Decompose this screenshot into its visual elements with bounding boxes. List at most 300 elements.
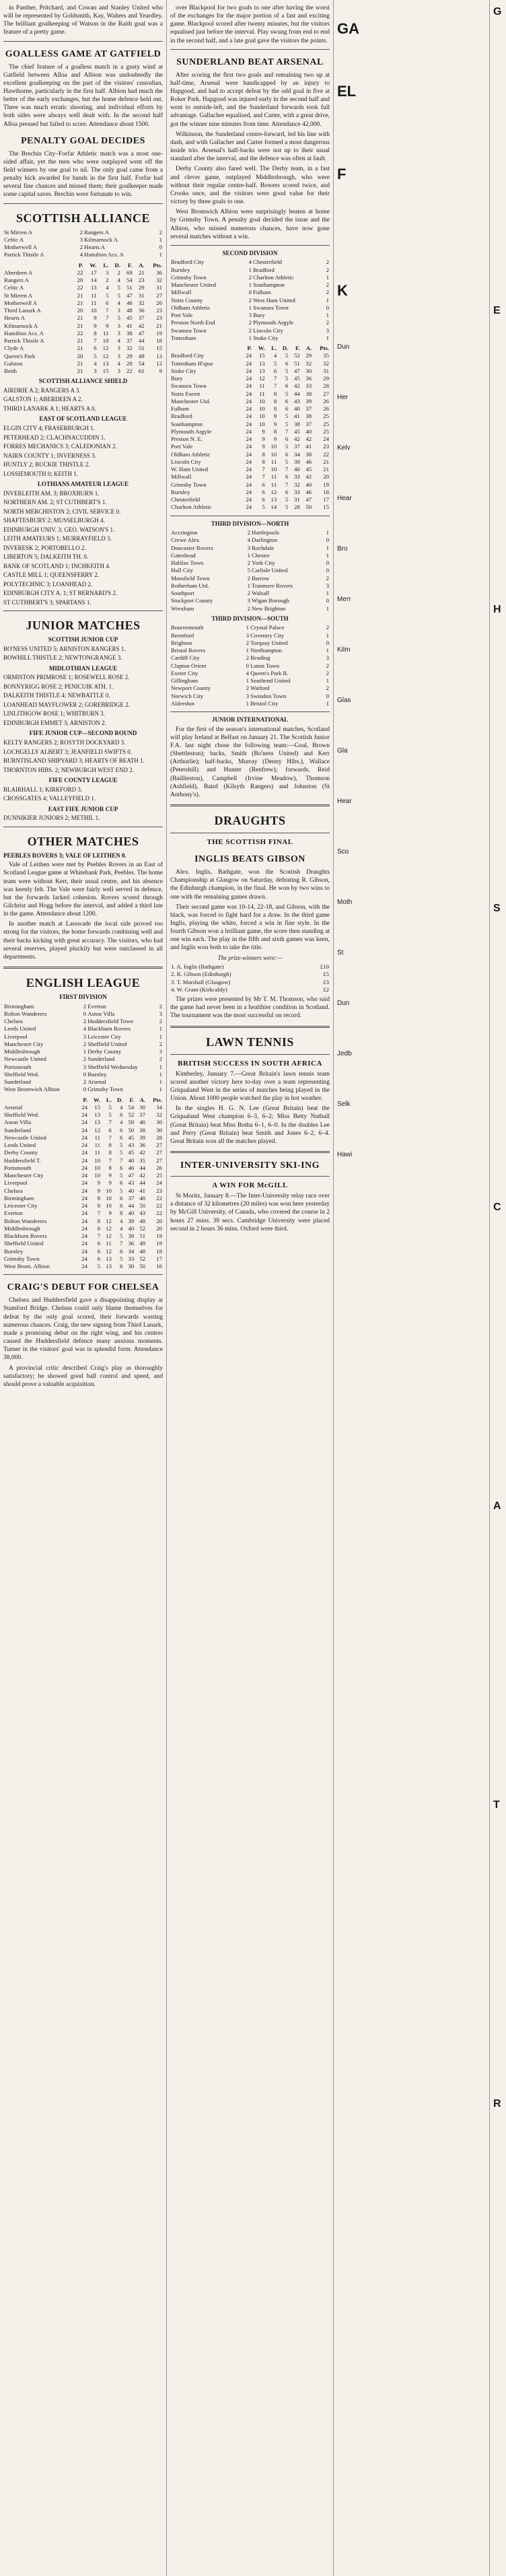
team-score: 3	[83, 1063, 87, 1070]
result-row	[3, 1018, 163, 1025]
table-row	[3, 1104, 163, 1111]
team-score: 1	[326, 273, 329, 281]
result-row	[170, 597, 330, 604]
stat-cell: 17	[323, 496, 329, 503]
result-row	[170, 267, 330, 274]
fragment-line: Kilm	[337, 646, 351, 654]
team-name: Blackburn Rovers	[87, 1025, 131, 1033]
stat-cell: 24	[246, 473, 252, 481]
stat-cell: 4	[119, 1103, 123, 1111]
county-results	[3, 786, 163, 803]
stat-cell: 41	[305, 443, 312, 450]
column-header	[170, 345, 241, 352]
team-name: Third Lanark A	[4, 307, 41, 314]
team-name: Bury	[171, 375, 183, 382]
table-row	[3, 277, 163, 284]
stat-cell: 5	[285, 420, 289, 427]
stat-cell: 11	[270, 481, 277, 488]
team-name: Manchester United	[171, 281, 217, 289]
stat-cell: 23	[138, 277, 145, 284]
stat-cell: 5	[119, 1149, 123, 1156]
stat-cell: 11	[94, 1142, 101, 1149]
fragment-line: Hear	[337, 495, 352, 502]
stat-cell: 30	[305, 367, 312, 374]
team-score: 1	[326, 699, 329, 707]
column-header: L.	[271, 345, 277, 352]
team-name: Brighton	[171, 639, 192, 646]
prize-winner: 4. W. Grant (Kirkcaldy)	[171, 985, 227, 993]
result-row	[3, 1078, 163, 1086]
stat-cell: 14	[90, 277, 97, 284]
stat-cell: 10	[270, 443, 277, 450]
team-name: Sheffield United	[4, 1240, 44, 1247]
list-item: INVERESK 2; PORTOBELLO 2.	[3, 544, 86, 551]
column-header: A.	[139, 261, 145, 269]
stat-cell: 13	[156, 352, 162, 359]
list-item: PETERHEAD 2; CLACHNACUDDIN 1.	[3, 433, 106, 441]
stat-cell: 4	[117, 337, 120, 345]
team-name: Carlisle United	[251, 567, 288, 574]
stat-cell: 3	[94, 368, 97, 375]
fragment-headline-1: GA	[337, 20, 359, 37]
stat-cell: 69	[126, 269, 133, 276]
fragment-line: Dun	[337, 1000, 350, 1007]
team-name: Notts County	[171, 296, 203, 304]
stat-cell: 40	[128, 1187, 135, 1194]
stat-cell: 44	[139, 1179, 146, 1187]
stat-cell: 46	[305, 458, 312, 465]
stat-cell: 6	[119, 1194, 123, 1202]
stat-cell: 24	[246, 496, 252, 503]
stat-cell: 5	[119, 1172, 123, 1179]
stat-cell: 12	[102, 352, 109, 359]
stat-cell: 11	[94, 1149, 101, 1156]
stat-cell: 9	[273, 413, 277, 420]
team-score: 3	[326, 326, 329, 334]
column-header: A.	[139, 1096, 146, 1103]
result-row	[170, 662, 330, 670]
stat-cell: 35	[323, 352, 329, 359]
stat-cell: 32	[126, 345, 133, 352]
table-row	[170, 443, 330, 450]
table-row	[170, 451, 330, 458]
table-row	[3, 314, 163, 322]
team-name: Port Vale	[171, 312, 193, 319]
list-item: ELGIN CITY 4; FRASERBURGH 1.	[3, 424, 95, 431]
team-name: Sunderland	[4, 1126, 32, 1134]
team-name: Bolton Wanderers	[4, 1010, 47, 1017]
fragment-lines	[337, 342, 486, 1160]
stat-cell: 18	[156, 1247, 162, 1255]
list-item: AIRDRIE A 2; RANGERS A 3.	[3, 386, 81, 394]
stat-cell: 5	[117, 291, 120, 299]
other-lead: PEEBLES ROVERS 3; VALE OF LEITHEN 0.	[3, 851, 126, 859]
column-header	[3, 262, 72, 269]
result-row	[170, 624, 330, 631]
stat-cell: 54	[138, 359, 145, 367]
stat-cell: 19	[156, 1240, 162, 1247]
table-row	[3, 1202, 163, 1210]
stat-cell: 9	[262, 443, 265, 450]
list-item: NAIRN COUNTY 1; INVERNESS 3.	[3, 452, 96, 459]
stat-cell: 24	[81, 1142, 88, 1149]
list-item: ORMISTON PRIMROSE 1; ROSEWELL ROSE 2.	[3, 674, 130, 681]
team-name: Chelsea	[4, 1187, 23, 1194]
team-name: Brentford	[171, 631, 194, 639]
junior-cup-headline: SCOTTISH JUNIOR CUP	[48, 636, 118, 643]
team-score: 1	[159, 1025, 162, 1033]
stat-cell: 10	[106, 1194, 112, 1202]
team-score: 2	[248, 273, 252, 281]
stat-cell: 36	[138, 307, 145, 314]
fragment-line: Selk	[337, 1101, 351, 1108]
result-row	[3, 1003, 163, 1010]
team-score: 1	[326, 544, 329, 551]
stat-cell: 12	[94, 1126, 101, 1134]
stat-cell: 21	[77, 345, 83, 352]
tennis-article: Kimberley, January 7.—Great Britain's lawn tennis team scored another victory here to-day over a team representing Griqualand West in the series of matches being played in the Union. About 1000 people watched the play in hot weather.	[170, 1070, 330, 1103]
stat-cell: 24	[81, 1255, 88, 1262]
stat-cell: 5	[119, 1232, 123, 1240]
team-name: Newport County	[171, 685, 211, 692]
stat-cell: 16	[156, 1263, 162, 1270]
table-row	[170, 436, 330, 443]
stat-cell: 52	[128, 1111, 135, 1119]
table-row	[3, 360, 163, 368]
stat-cell: 32	[156, 277, 162, 284]
team-name: Cardiff City	[171, 654, 200, 662]
stat-cell: 41	[293, 413, 300, 420]
team-name: Stockport County	[171, 597, 213, 604]
stat-cell: 6	[119, 1247, 123, 1255]
divider	[3, 967, 163, 969]
team-name: Millwall	[171, 289, 192, 296]
team-name: New Brighton	[251, 604, 286, 612]
stat-cell: 43	[128, 1142, 135, 1149]
team-name: Bristol Rovers	[171, 647, 206, 654]
team-name: Grimsby Town	[171, 481, 207, 488]
list-item: ST CUTHBERT'S 3; SPARTANS 1.	[3, 598, 92, 606]
result-row	[3, 244, 163, 251]
stat-cell: 25	[323, 413, 329, 420]
column-header: F.	[129, 1096, 135, 1103]
stat-cell: 21	[77, 299, 83, 306]
team-name: Bradford City	[171, 352, 205, 359]
fragment-line: Bro	[337, 545, 348, 553]
team-name: Clapton Orient	[171, 662, 207, 669]
table-row	[3, 1164, 163, 1172]
team-name: Portsmouth	[4, 1063, 32, 1070]
stat-cell: 7	[106, 314, 109, 322]
stat-cell: 11	[259, 390, 265, 397]
result-row	[170, 312, 330, 319]
english-headline: ENGLISH LEAGUE	[26, 976, 141, 990]
stat-cell: 38	[293, 420, 300, 427]
team-name: Bury	[253, 312, 265, 319]
team-score: 2	[247, 590, 250, 597]
junior-international-headline: JUNIOR INTERNATIONAL	[211, 716, 289, 724]
stat-cell: 47	[126, 291, 133, 299]
fragment-headline-4: K	[337, 282, 348, 299]
stat-cell: 51	[293, 359, 300, 367]
stat-cell: 10	[106, 1187, 112, 1194]
stat-cell: 28	[293, 503, 300, 511]
list-item: LOSSIEMOUTH 0; KEITH 1.	[3, 470, 78, 477]
stat-cell: 48	[139, 1217, 146, 1224]
prize-row	[170, 986, 330, 994]
team-score: 2	[326, 574, 329, 582]
stat-cell: 24	[81, 1156, 88, 1164]
stat-cell: 24	[246, 367, 252, 374]
east-results	[3, 425, 163, 478]
stat-cell: 40	[128, 1224, 135, 1232]
draughts-main-headline: INGLIS BEATS GIBSON	[194, 854, 305, 865]
table-header	[3, 262, 163, 269]
team-name: Walsall	[251, 590, 270, 597]
team-name: Queen's Park	[4, 352, 36, 359]
column-header: P.	[247, 345, 252, 352]
team-name: Watford	[250, 685, 270, 692]
team-name: Swansea Town	[253, 304, 289, 311]
team-name: West Bromwich Albion	[4, 1086, 60, 1093]
team-score: 0	[246, 662, 250, 669]
team-score: 2	[326, 258, 329, 266]
table-row	[170, 413, 330, 420]
result-row	[170, 654, 330, 662]
stat-cell: 9	[94, 314, 97, 322]
fragment-line: Sco	[337, 848, 349, 856]
stat-cell: 45	[293, 375, 300, 382]
fragment-headline-3: F	[337, 166, 347, 182]
team-name: Preston North End	[171, 319, 215, 326]
stat-cell: 23	[156, 1187, 162, 1194]
column-header: P.	[78, 261, 83, 269]
stat-cell: 18	[323, 488, 329, 495]
team-score: 2	[326, 281, 329, 289]
stat-cell: 10	[102, 337, 109, 345]
result-row	[170, 559, 330, 567]
team-score: 1	[246, 624, 250, 631]
table-row	[3, 1172, 163, 1179]
stat-cell: 45	[305, 466, 312, 473]
table-row	[170, 428, 330, 436]
stat-cell: 40	[305, 427, 312, 435]
table-row	[3, 1210, 163, 1217]
stat-cell: 4	[119, 1217, 123, 1224]
table-row	[3, 1157, 163, 1164]
edge-letter: G	[493, 6, 502, 18]
team-name: Darlington	[251, 536, 278, 544]
column-header: Pts.	[153, 1096, 162, 1103]
stat-cell: 10	[259, 405, 265, 413]
team-score: 2	[326, 669, 329, 676]
stat-cell: 24	[246, 405, 252, 413]
team-score: 1	[248, 281, 252, 289]
stat-cell: 29	[323, 375, 329, 382]
second-results-table	[170, 258, 330, 342]
stat-cell: 24	[246, 488, 252, 495]
edge-letter: A	[493, 1500, 501, 1512]
team-score: 1	[159, 1033, 162, 1040]
shield-results	[3, 387, 163, 413]
stat-cell: 6	[262, 481, 265, 488]
stat-cell: 6	[285, 405, 289, 413]
stat-cell: 20	[156, 1217, 162, 1224]
craig-headline: CRAIG'S DEBUT FOR CHELSEA	[7, 1282, 159, 1293]
stat-cell: 47	[305, 496, 312, 503]
stat-cell: 7	[285, 481, 289, 488]
stat-cell: 7	[285, 427, 289, 435]
third-south-headline: THIRD DIVISION—SOUTH	[211, 615, 289, 622]
prize-winner: 1. A. Inglis (Bathgate)	[171, 963, 224, 971]
stat-cell: 5	[117, 284, 120, 291]
table-row	[170, 481, 330, 489]
stat-cell: 40	[128, 1210, 135, 1217]
team-name: Lincoln City	[171, 458, 201, 465]
team-score: 3	[247, 597, 250, 604]
table-row	[3, 1225, 163, 1232]
stat-cell: 14	[270, 503, 277, 511]
stat-cell: 6	[97, 1240, 101, 1247]
stat-cell: 38	[128, 1232, 135, 1240]
team-name: Fulham	[171, 405, 189, 413]
stat-cell: 21	[138, 269, 145, 276]
team-name: Aston Villa	[87, 1010, 115, 1017]
table-row	[170, 368, 330, 375]
stat-cell: 23	[156, 307, 162, 314]
team-score: 1	[159, 1063, 162, 1070]
stat-cell: 30	[156, 1126, 162, 1134]
stat-cell: 15	[323, 503, 329, 511]
stat-cell: 24	[81, 1202, 88, 1210]
team-score: 4	[79, 251, 83, 258]
team-name: Stoke City	[171, 367, 196, 374]
team-score: 1	[159, 1070, 162, 1078]
result-row	[170, 670, 330, 677]
stat-cell: 20	[77, 307, 83, 314]
column-header: F.	[295, 345, 300, 352]
team-name: Crystal Palace	[250, 624, 285, 631]
second-division-headline: SECOND DIVISION	[222, 249, 278, 256]
stat-cell: 3	[117, 352, 120, 359]
team-name: West Ham United	[253, 296, 295, 304]
stat-cell: 5	[106, 291, 109, 299]
stat-cell: 30	[139, 1103, 146, 1111]
stat-cell: 10	[259, 413, 265, 420]
table-row	[170, 405, 330, 413]
stat-cell: 8	[273, 427, 277, 435]
table-row	[3, 1187, 163, 1195]
stat-cell: 7	[97, 1232, 101, 1240]
stat-cell: 31	[156, 284, 162, 291]
stat-cell: 42	[139, 1172, 146, 1179]
result-row	[170, 639, 330, 647]
stat-cell: 33	[293, 488, 300, 495]
stat-cell: 6	[108, 1126, 112, 1134]
prize-amount: £3	[323, 978, 329, 985]
stat-cell: 13	[102, 359, 109, 367]
team-score: 1	[326, 631, 329, 639]
stat-cell: 52	[139, 1224, 146, 1232]
team-name: Manchester City	[4, 1040, 44, 1047]
other-headline: OTHER MATCHES	[27, 834, 139, 848]
stat-cell: 47	[128, 1172, 135, 1179]
stat-cell: 5	[119, 1187, 123, 1194]
stat-cell: 15	[259, 352, 265, 359]
result-row	[3, 1055, 163, 1063]
result-row	[170, 304, 330, 312]
stat-cell: 44	[139, 1164, 146, 1171]
stat-cell: 38	[305, 413, 312, 420]
stat-cell: 5	[108, 1103, 112, 1111]
stat-cell: 42	[138, 322, 145, 329]
team-name: Birmingham	[4, 1002, 34, 1010]
team-score: 1	[159, 1086, 162, 1093]
stat-cell: 13	[90, 284, 97, 291]
prize-title: The prize-winners were:—	[217, 954, 283, 961]
stat-cell: 37	[305, 405, 312, 413]
stat-cell: 38	[139, 1126, 146, 1134]
stat-cell: 24	[81, 1103, 88, 1111]
stat-cell: 3	[117, 329, 120, 337]
stat-cell: 9	[262, 427, 265, 435]
team-name: West Brom. Albion	[4, 1263, 50, 1270]
prize-row	[170, 971, 330, 978]
team-name: Chesterfield	[171, 496, 200, 503]
column-header: P.	[83, 1096, 88, 1103]
team-name: Rangers A	[83, 228, 109, 236]
team-name: Birmingham	[4, 1194, 34, 1202]
result-row	[170, 632, 330, 639]
result-row	[170, 677, 330, 685]
stat-cell: 9	[94, 322, 97, 329]
stat-cell: 6	[94, 345, 97, 352]
column-header: F.	[128, 261, 133, 269]
table-row	[3, 1127, 163, 1134]
table-row	[3, 1232, 163, 1240]
table-row	[3, 337, 163, 345]
stat-cell: 7	[108, 1156, 112, 1164]
stat-cell: 4	[117, 359, 120, 367]
column-3	[334, 0, 490, 2576]
stat-cell: 21	[323, 466, 329, 473]
list-item: LOCHGELLY ALBERT 3; JEANFIELD SWIFTS 0.	[3, 748, 133, 755]
team-name: Hamilton Acs. A	[4, 329, 44, 337]
team-score: 2	[83, 1018, 87, 1025]
team-score: 1	[248, 266, 252, 273]
column-header: W.	[258, 345, 265, 352]
stat-cell: 42	[293, 382, 300, 390]
list-item: POLYTECHNIC 3; LOANHEAD 2.	[3, 580, 93, 588]
team-name: Kilmarnock A	[4, 322, 38, 329]
stat-cell: 24	[246, 382, 252, 390]
team-name: Fulham	[253, 289, 271, 296]
table-row	[3, 1134, 163, 1142]
fragment-line: St	[337, 949, 344, 956]
stat-cell: 24	[81, 1119, 88, 1126]
team-name: Norwich City	[171, 692, 204, 699]
list-item: GALSTON 1; ABERDEEN A 2.	[3, 396, 83, 403]
table-row	[170, 398, 330, 405]
column-header: W.	[93, 1096, 101, 1103]
team-name: Sunderland	[87, 1055, 115, 1063]
result-row	[3, 1064, 163, 1071]
table-row	[170, 390, 330, 398]
stat-cell: 19	[156, 329, 162, 337]
fragment-line: Moth	[337, 899, 353, 906]
stat-cell: 22	[156, 1210, 162, 1217]
stat-cell: 48	[139, 1247, 146, 1255]
